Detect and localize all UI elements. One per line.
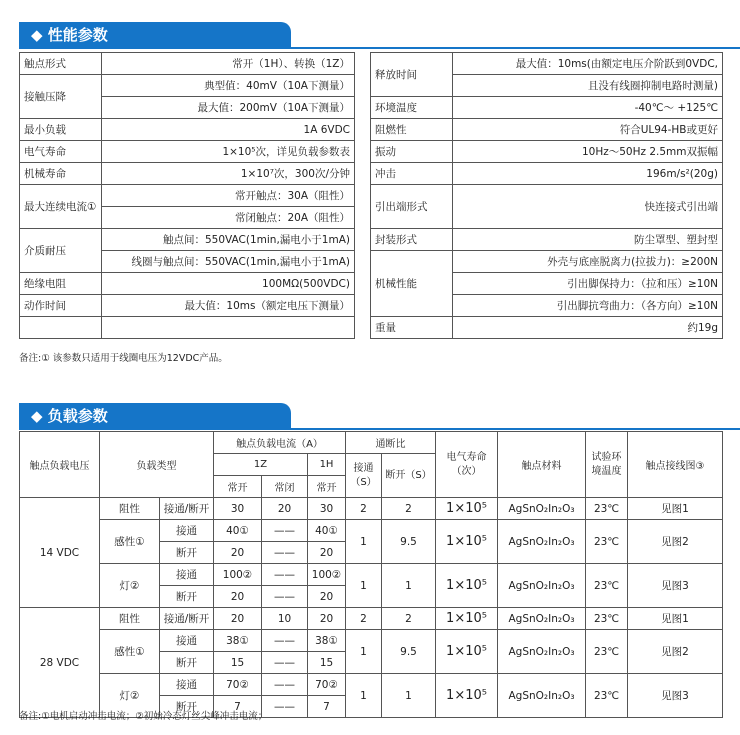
perf-right-value: 196m/s²(20g) — [453, 163, 723, 185]
perf-left-value: 1×10⁷次，300次/分钟 — [102, 163, 355, 185]
hdr-nc: 常闭 — [262, 476, 308, 498]
hdr-temp: 试验环 境温度 — [586, 432, 628, 498]
load-nc: —— — [262, 542, 308, 564]
perf-right-value: 且没有线圈抑制电路时测量) — [453, 75, 723, 97]
perf-right-label: 振动 — [371, 141, 453, 163]
load-mode: 接通 — [160, 564, 214, 586]
perf-left-value: 常闭触点：20A（阻性） — [102, 207, 355, 229]
load-h: 40① — [308, 520, 346, 542]
hdr-no: 常开 — [214, 476, 262, 498]
perf-right-value: 外壳与底座脱离力(拉拔力)：≥200N — [453, 251, 723, 273]
load-mat: AgSnO₂In₂O₃ — [498, 608, 586, 630]
load-h: 70② — [308, 674, 346, 696]
perf-right-row — [371, 163, 723, 185]
load-body — [20, 432, 723, 718]
perf-left-body — [20, 53, 355, 339]
load-nc: —— — [262, 696, 308, 718]
perf-left-label: 机械寿命 — [20, 163, 102, 185]
hdr-1z: 1Z — [214, 454, 308, 476]
load-life: 1×10⁵ — [436, 674, 498, 718]
load-no: 20 — [214, 542, 262, 564]
load-mode: 断开 — [160, 696, 214, 718]
load-note: 备注:①电机启动冲击电流；②初始冷态灯丝尖峰冲击电流； — [19, 711, 268, 722]
load-temp: 23℃ — [586, 498, 628, 520]
load-no: 38① — [214, 630, 262, 652]
hdr-voltage: 触点负载电压 — [20, 432, 100, 498]
perf-left-label: 介质耐压 — [20, 229, 102, 273]
load-on: 1 — [346, 520, 382, 564]
load-row — [20, 608, 723, 630]
perf-left-row — [20, 295, 355, 317]
perf-left-label: 动作时间 — [20, 295, 102, 317]
perf-table-right — [370, 52, 723, 339]
perf-note: 备注:① 该参数只适用于线圈电压为12VDC产品。 — [19, 353, 228, 364]
load-life: 1×10⁵ — [436, 520, 498, 564]
load-diag: 见图2 — [628, 520, 723, 564]
load-header-row-1 — [20, 432, 723, 454]
perf-right-value: 引出脚保持力：（拉和压）≥10N — [453, 273, 723, 295]
load-mode: 断开 — [160, 652, 214, 674]
load-life: 1×10⁵ — [436, 564, 498, 608]
load-mode: 接通 — [160, 674, 214, 696]
load-row — [20, 564, 723, 586]
load-on: 2 — [346, 498, 382, 520]
load-no: 70② — [214, 674, 262, 696]
load-on: 1 — [346, 674, 382, 718]
perf-right-value: 10Hz～50Hz 2.5mm双振幅 — [453, 141, 723, 163]
load-h: 20 — [308, 586, 346, 608]
perf-right-value: -40℃～ +125℃ — [453, 97, 723, 119]
perf-left-label: 绝缘电阻 — [20, 273, 102, 295]
load-no: 7 — [214, 696, 262, 718]
perf-left-value: 1A 6VDC — [102, 119, 355, 141]
load-mode: 接通 — [160, 630, 214, 652]
load-off: 9.5 — [382, 630, 436, 674]
hdr-material: 触点材料 — [498, 432, 586, 498]
load-mode: 接通 — [160, 520, 214, 542]
perf-table-left — [19, 52, 355, 339]
load-category: 阻性 — [100, 498, 160, 520]
load-on: 1 — [346, 630, 382, 674]
hdr-current: 触点负载电流（A） — [214, 432, 346, 454]
load-mat: AgSnO₂In₂O₃ — [498, 520, 586, 564]
load-voltage: 14 VDC — [20, 498, 100, 608]
load-no: 40① — [214, 520, 262, 542]
load-section-header — [19, 403, 740, 429]
perf-right-row — [371, 141, 723, 163]
perf-right-value: 防尘罩型、塑封型 — [453, 229, 723, 251]
perf-right-value: 引出脚抗弯曲力：（各方向）≥10N — [453, 295, 723, 317]
load-row — [20, 520, 723, 542]
perf-left-label: 接触压降 — [20, 75, 102, 119]
load-life: 1×10⁵ — [436, 498, 498, 520]
load-row — [20, 674, 723, 696]
load-category: 感性① — [100, 520, 160, 564]
perf-left-empty-row — [20, 317, 355, 339]
load-h: 7 — [308, 696, 346, 718]
load-off: 9.5 — [382, 520, 436, 564]
perf-left-row — [20, 75, 355, 97]
perf-right-row — [371, 251, 723, 273]
load-on: 2 — [346, 608, 382, 630]
load-category: 灯② — [100, 564, 160, 608]
perf-right-row — [371, 229, 723, 251]
load-mat: AgSnO₂In₂O₃ — [498, 674, 586, 718]
load-diag: 见图1 — [628, 498, 723, 520]
load-nc: —— — [262, 520, 308, 542]
perf-left-row — [20, 229, 355, 251]
load-mode: 断开 — [160, 586, 214, 608]
load-h: 20 — [308, 608, 346, 630]
perf-right-label: 冲击 — [371, 163, 453, 185]
perf-right-label: 环境温度 — [371, 97, 453, 119]
hdr-1h: 1H — [308, 454, 346, 476]
perf-left-value: 1×10⁵次，详见负载参数表 — [102, 141, 355, 163]
load-mat: AgSnO₂In₂O₃ — [498, 564, 586, 608]
load-h: 38① — [308, 630, 346, 652]
perf-right-row — [371, 97, 723, 119]
load-life: 1×10⁵ — [436, 608, 498, 630]
perf-right-label: 封装形式 — [371, 229, 453, 251]
load-diag: 见图3 — [628, 564, 723, 608]
perf-right-label: 阻燃性 — [371, 119, 453, 141]
load-mat: AgSnO₂In₂O₃ — [498, 630, 586, 674]
load-off: 2 — [382, 608, 436, 630]
perf-left-value: 线圈与触点间：550VAC(1min,漏电小于1mA) — [102, 251, 355, 273]
perf-right-label: 机械性能 — [371, 251, 453, 317]
load-mode: 断开 — [160, 542, 214, 564]
load-category: 阻性 — [100, 608, 160, 630]
perf-left-row — [20, 141, 355, 163]
load-h: 30 — [308, 498, 346, 520]
perf-right-row — [371, 185, 723, 229]
load-temp: 23℃ — [586, 564, 628, 608]
load-category: 灯② — [100, 674, 160, 718]
perf-left-label: 触点形式 — [20, 53, 102, 75]
load-nc: —— — [262, 586, 308, 608]
load-no: 20 — [214, 586, 262, 608]
load-nc: —— — [262, 630, 308, 652]
load-diag: 见图1 — [628, 608, 723, 630]
perf-left-value: 常开（1H）、转换（1Z） — [102, 53, 355, 75]
load-off: 2 — [382, 498, 436, 520]
load-title-text: 负载参数 — [47, 407, 108, 425]
load-temp: 23℃ — [586, 520, 628, 564]
perf-section-header — [19, 22, 740, 48]
perf-left-empty-cell — [20, 317, 102, 339]
hdr-no2: 常开 — [308, 476, 346, 498]
perf-section-title: ◆ 性能参数 — [19, 22, 291, 48]
load-section-title: ◆ 负载参数 — [19, 403, 291, 429]
load-category: 感性① — [100, 630, 160, 674]
perf-left-row — [20, 273, 355, 295]
load-life: 1×10⁵ — [436, 630, 498, 674]
load-on: 1 — [346, 564, 382, 608]
perf-right-label: 引出端形式 — [371, 185, 453, 229]
perf-left-value: 最大值：10ms（额定电压下测量） — [102, 295, 355, 317]
perf-title-text: 性能参数 — [47, 26, 108, 44]
perf-right-label: 释放时间 — [371, 53, 453, 97]
perf-right-label: 重量 — [371, 317, 453, 339]
perf-left-value: 典型值：40mV（10A下测量） — [102, 75, 355, 97]
perf-left-empty-cell — [102, 317, 355, 339]
perf-left-row — [20, 163, 355, 185]
perf-left-label: 最小负载 — [20, 119, 102, 141]
perf-left-value: 触点间：550VAC(1min,漏电小于1mA) — [102, 229, 355, 251]
load-mat: AgSnO₂In₂O₃ — [498, 498, 586, 520]
perf-right-body — [371, 53, 723, 339]
perf-left-value: 100MΩ(500VDC) — [102, 273, 355, 295]
load-temp: 23℃ — [586, 630, 628, 674]
hdr-life: 电气寿命 （次） — [436, 432, 498, 498]
load-nc: —— — [262, 652, 308, 674]
load-no: 20 — [214, 608, 262, 630]
perf-right-value: 约19g — [453, 317, 723, 339]
perf-header-rule — [19, 47, 740, 49]
perf-right-row — [371, 119, 723, 141]
perf-left-value: 常开触点：30A（阻性） — [102, 185, 355, 207]
hdr-ratio: 通断比 — [346, 432, 436, 454]
perf-right-row — [371, 317, 723, 339]
load-nc: 20 — [262, 498, 308, 520]
perf-right-value: 符合UL94-HB或更好 — [453, 119, 723, 141]
load-row — [20, 630, 723, 652]
hdr-off: 断开（S） — [382, 454, 436, 498]
load-mode: 接通/断开 — [160, 498, 214, 520]
load-h: 20 — [308, 542, 346, 564]
load-nc: 10 — [262, 608, 308, 630]
load-diag: 见图3 — [628, 674, 723, 718]
load-nc: —— — [262, 674, 308, 696]
load-no: 30 — [214, 498, 262, 520]
load-no: 100② — [214, 564, 262, 586]
load-table — [19, 431, 723, 718]
perf-left-label: 最大连续电流① — [20, 185, 102, 229]
hdr-type: 负载类型 — [100, 432, 214, 498]
hdr-on: 接通 （S） — [346, 454, 382, 498]
perf-right-value: 最大值：10ms(由额定电压介阶跃到0VDC, — [453, 53, 723, 75]
perf-left-value: 最大值：200mV（10A下测量） — [102, 97, 355, 119]
load-voltage: 28 VDC — [20, 608, 100, 718]
load-mode: 接通/断开 — [160, 608, 214, 630]
load-nc: —— — [262, 564, 308, 586]
perf-right-value: 快连接式引出端 — [453, 185, 723, 229]
load-diag: 见图2 — [628, 630, 723, 674]
perf-right-row — [371, 53, 723, 75]
load-no: 15 — [214, 652, 262, 674]
hdr-diagram: 触点接线图③ — [628, 432, 723, 498]
load-off: 1 — [382, 564, 436, 608]
load-off: 1 — [382, 674, 436, 718]
load-row — [20, 498, 723, 520]
load-header-rule — [19, 428, 740, 430]
load-temp: 23℃ — [586, 608, 628, 630]
perf-left-row — [20, 53, 355, 75]
perf-left-label: 电气寿命 — [20, 141, 102, 163]
perf-left-row — [20, 119, 355, 141]
load-h: 15 — [308, 652, 346, 674]
perf-left-row — [20, 185, 355, 207]
load-h: 100② — [308, 564, 346, 586]
load-temp: 23℃ — [586, 674, 628, 718]
